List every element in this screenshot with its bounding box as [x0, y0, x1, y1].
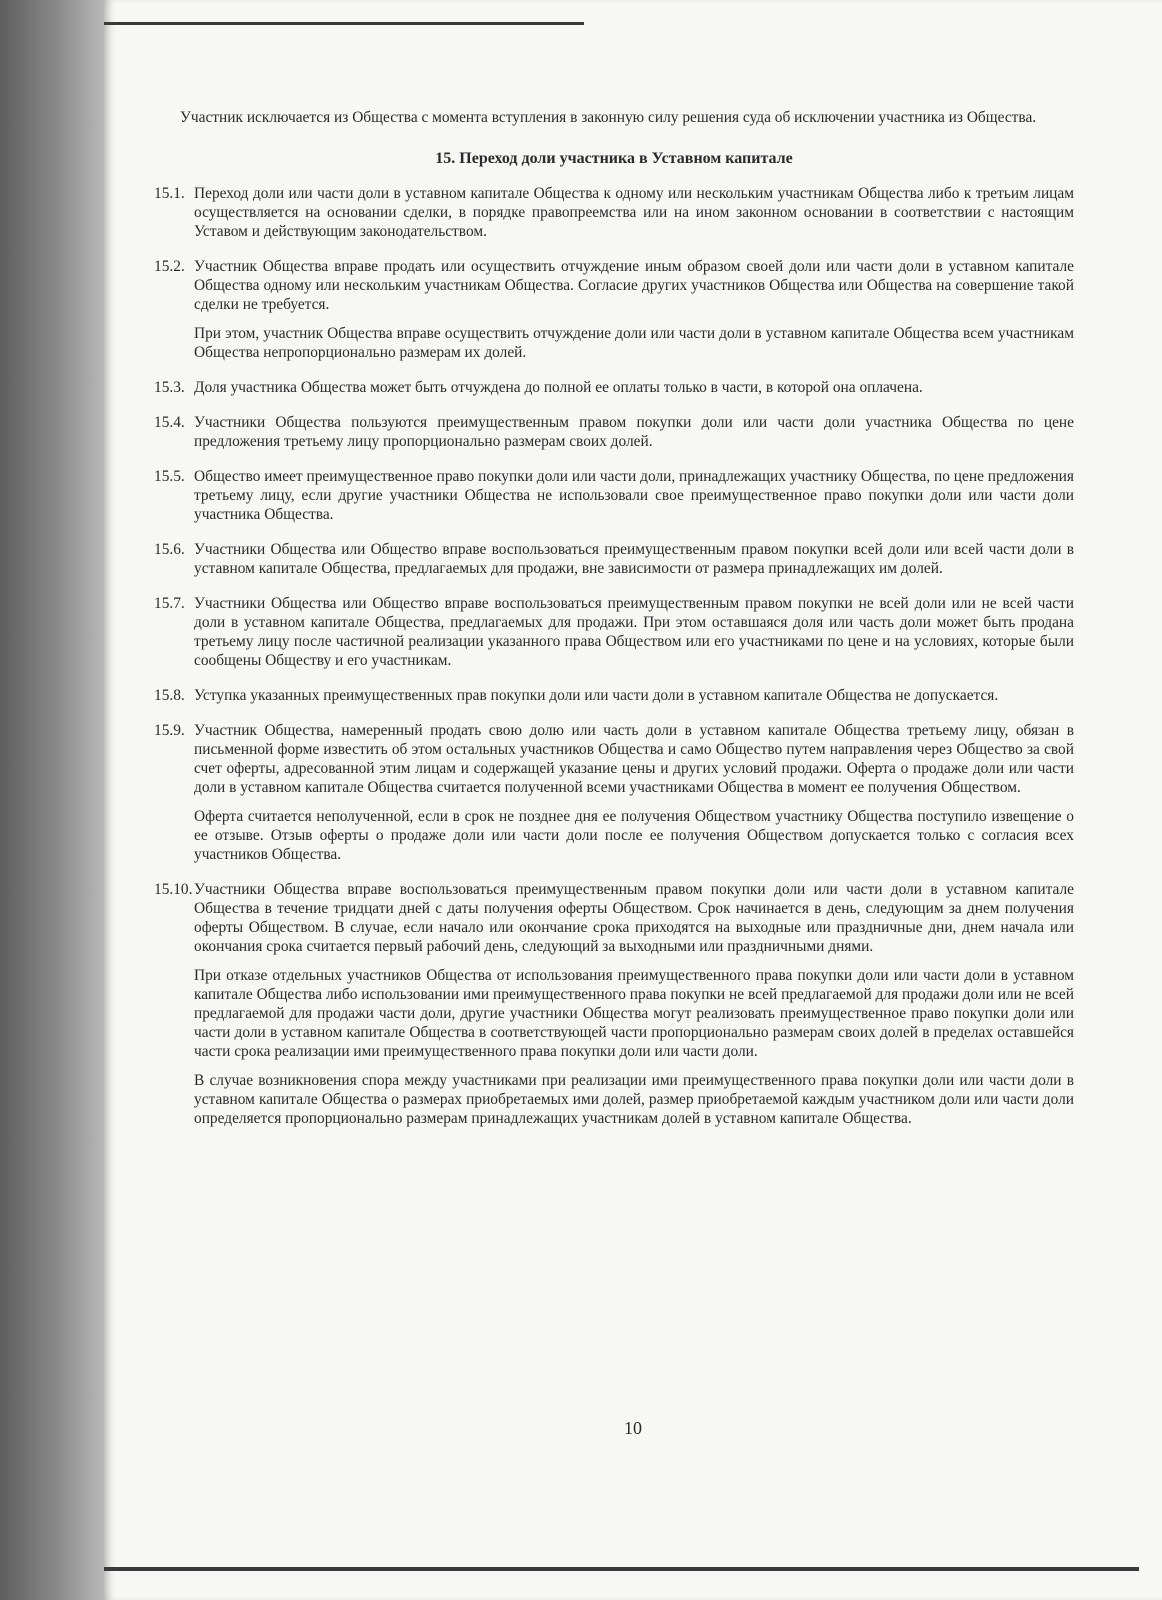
clause-number: 15.9. — [154, 722, 185, 739]
clause-item — [154, 540, 1074, 588]
clause-paragraph: Участник Общества вправе продать или осуществить отчуждение иным образом своей доли или части доли в уставном капитале Общества одному или нескольким участникам Общества. Согласие других участников Общества или Общества на совершение такой сделки не требуется. — [194, 258, 1074, 313]
page-number: 10 — [624, 1418, 642, 1438]
clause-body — [194, 413, 1074, 461]
top-rule — [104, 22, 584, 25]
clause-item — [154, 467, 1074, 534]
clause-paragraph: Оферта считается неполученной, если в срок не позднее дня ее получения Обществом участнику Общества поступило извещение о ее отзыве. Отзыв оферты о продаже доли или части доли после ее получения Обществом допускается только с согласия всех участников Общества. — [194, 808, 1074, 863]
clause-body — [194, 686, 1074, 715]
clause-paragraph: Участники Общества пользуются преимущественным правом покупки доли или части доли участника Общества по цене предложения третьему лицу пропорционально размерам своих долей. — [194, 414, 1074, 450]
clause-body — [194, 378, 1074, 407]
clause-paragraph: В случае возникновения спора между участниками при реализации ими преимущественного права покупки доли или части доли в уставном капитале Общества о размерах приобретаемых ими долей, размер приобретаемой каждым участником доли или части доли определяется пропорционально размерам принадлежащих участникам долей в уставном капитале Общества. — [194, 1072, 1074, 1127]
clause-item — [154, 880, 1074, 1138]
clause-number: 15.6. — [154, 541, 185, 558]
clause-number: 15.5. — [154, 468, 185, 485]
clause-number: 15.10. — [154, 881, 193, 898]
clause-number: 15.8. — [154, 687, 185, 704]
clause-item — [154, 184, 1074, 251]
clause-item — [154, 594, 1074, 680]
clause-item — [154, 257, 1074, 372]
document-page — [104, 0, 1162, 1600]
clause-item — [154, 413, 1074, 461]
clause-list — [154, 184, 1074, 1138]
clause-paragraph: Участники Общества вправе воспользоваться преимущественным правом покупки доли или части доли в уставном капитале Общества в течение тридцати дней с даты получения оферты Обществом. Срок начинается в день, следующим за днем получения оферты Обществом. В случае, если начало или окончание срока приходятся на выходные или праздничные дни, днем начала или окончания срока считается первый рабочий день, следующий за выходными или праздничными днями. — [194, 881, 1074, 955]
clause-paragraph: Уступка указанных преимущественных прав покупки доли или части доли в уставном капитале Общества не допускается. — [194, 687, 999, 704]
clause-body — [194, 257, 1074, 372]
clause-body — [194, 721, 1074, 874]
clause-item — [154, 721, 1074, 874]
clause-number: 15.1. — [154, 185, 185, 202]
clause-item — [154, 686, 1074, 715]
clause-body — [194, 540, 1074, 588]
clause-paragraph: Общество имеет преимущественное право покупки доли или части доли, принадлежащих участнику Общества, по цене предложения третьему лицу, если другие участники Общества не использовали свое преимущественное право покупки доли или части доли участника Общества. — [194, 468, 1074, 523]
clause-paragraph: Переход доли или части доли в уставном капитале Общества к одному или нескольким участникам Общества либо к третьим лицам осуществляется на основании сделки, в порядке правопреемства или на ином законном основании в соответствии с настоящим Уставом и действующим законодательством. — [194, 185, 1074, 240]
clause-item — [154, 378, 1074, 407]
clause-paragraph: Доля участника Общества может быть отчуждена до полной ее оплаты только в части, в которой она оплачена. — [194, 379, 923, 396]
clause-number: 15.7. — [154, 595, 185, 612]
page-content — [154, 108, 1074, 1144]
clause-number: 15.4. — [154, 414, 185, 431]
clause-paragraph: Участник Общества, намеренный продать свою долю или часть доли в уставном капитале Общества третьему лицу, обязан в письменной форме известить об этом остальных участников Общества и само Общество путем направления через Общество за свой счет оферты, адресованной этим лицам и содержащей указание цены и других условий продажи. Оферта о продаже доли или части доли в уставном капитале Общества считается полученной всеми участниками Общества в момент ее получения Обществом. — [194, 722, 1074, 796]
clause-paragraph: Участники Общества или Общество вправе воспользоваться преимущественным правом покупки не всей доли или не всей части доли в уставном капитале Общества, предлагаемых для продажи. При этом оставшаяся доля или часть доли может быть продана третьему лицу после частичной реализации указанного права Обществом или его участниками по цене и на условиях, которые были сообщены Обществу и его участникам. — [194, 595, 1074, 669]
clause-number: 15.3. — [154, 379, 185, 396]
clause-paragraph: При отказе отдельных участников Общества от использования преимущественного права покупки доли или части доли в уставном капитале Общества либо использовании ими преимущественного права покупки не всей предлагаемой для продажи доли или не всей предлагаемой для продажи части доли, другие участники Общества могут реализовать преимущественное право покупки доли или части доли в уставном капитале Общества в соответствующей части пропорционально размерам своих долей в пределах оставшейся части срока реализации ими преимущественного права покупки доли или части доли. — [194, 967, 1074, 1060]
scan-left-edge — [0, 0, 104, 1600]
section-title: 15. Переход доли участника в Уставном капитале — [435, 150, 793, 167]
lead-paragraph: Участник исключается из Общества с момента вступления в законную силу решения суда об исключении участника из Общества. — [180, 109, 1037, 126]
clause-number: 15.2. — [154, 258, 185, 275]
clause-paragraph: Участники Общества или Общество вправе воспользоваться преимущественным правом покупки всей доли или всей части доли в уставном капитале Общества, предлагаемых для продажи, вне зависимости от размера принадлежащих им долей. — [194, 541, 1074, 577]
clause-body — [194, 184, 1074, 251]
clause-body — [194, 880, 1074, 1138]
clause-paragraph: При этом, участник Общества вправе осуществить отчуждение доли или части доли в уставном капитале Общества всем участникам Общества непропорционально размерам их долей. — [194, 325, 1074, 361]
bottom-rule — [104, 1567, 1139, 1571]
clause-body — [194, 594, 1074, 680]
clause-body — [194, 467, 1074, 534]
